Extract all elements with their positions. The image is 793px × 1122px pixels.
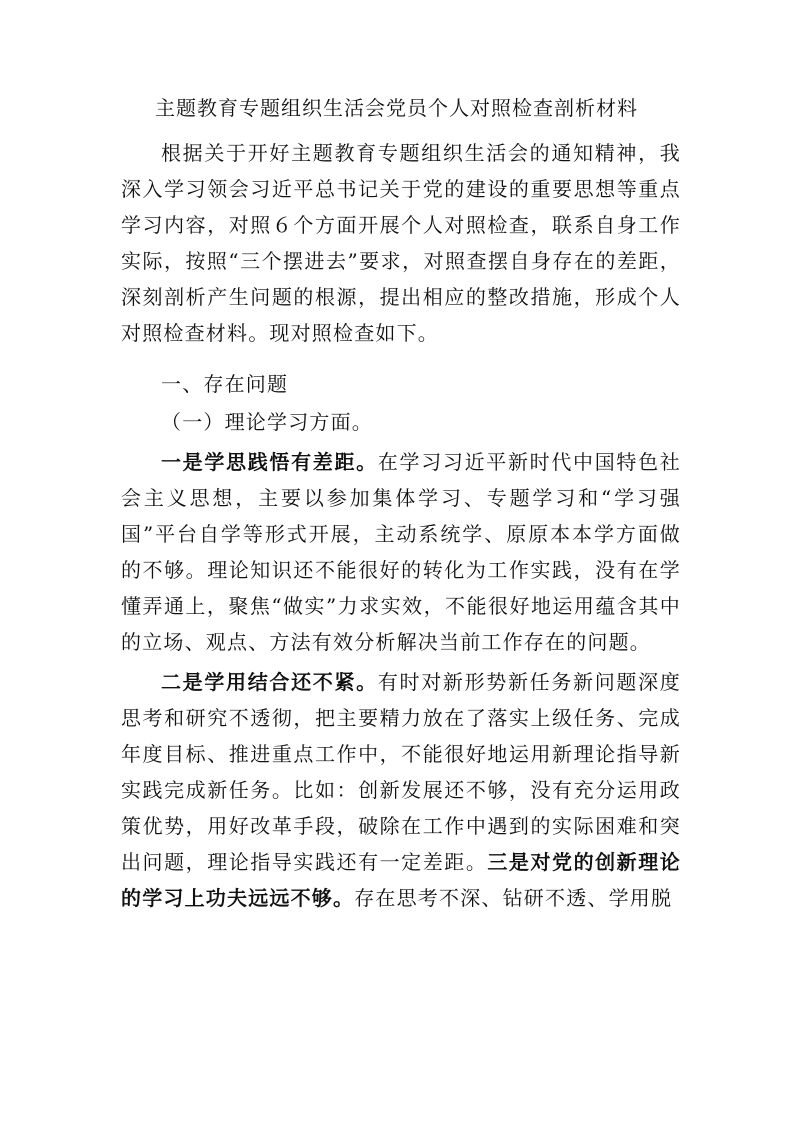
document-body [121,135,681,916]
paragraph-3-lead: 三是对党的创新理论的学习上功夫远远不够。 [121,850,681,910]
paragraph-1-text: 在学习习近平新时代中国特色社会主义思想，主要以参加集体学习、专题学习和“学习强国”平台自学等形式开展，主动系统学、原原本本学方面做的不够。理论知识还不能很好的转化为工作实践，没有在学懂弄通上，聚焦“做实”力求实效，不能很好地运用蕴含其中的立场、观点、方法有效分析解决当前工作存在的问题。 [121,450,681,654]
intro-paragraph: 根据关于开好主题教育专题组织生活会的通知精神，我深入学习领会习近平总书记关于党的建设的重要思想等重点学习内容，对照６个方面开展个人对照检查，联系自身工作实际，按照“三个摆进去”要求，对照查摆自身存在的差距，深刻剖析产生问题的根源，提出相应的整改措施，形成个人对照检查材料。现对照检查如下。 [121,141,681,345]
paragraph-1 [121,444,681,660]
subsection-heading: （一）理论学习方面。 [161,410,373,434]
paragraph-2-lead: 二是学用结合还不紧。 [161,670,378,694]
paragraph-2 [121,664,681,916]
section-heading: 一、存在问题 [161,372,289,396]
paragraph-2-text: 有时对新形势新任务新问题深度思考和研究不透彻，把主要精力放在了落实上级任务、完成年度目标、推进重点工作中，不能很好地运用新理论指导新实践完成新任务。比如：创新发展还不够，没有充分运用政策优势，用好改革手段，破除在工作中遇到的实际困难和突出问题，理论指导实践还有一定差距。 [121,670,681,874]
paragraph-1-lead: 一是学思践悟有差距。 [161,450,378,474]
document-title: 主题教育专题组织生活会党员个人对照检查剖析材料 [155,96,638,120]
paragraph-3-text: 存在思考不深、钻研不透、学用脱 [354,886,673,910]
